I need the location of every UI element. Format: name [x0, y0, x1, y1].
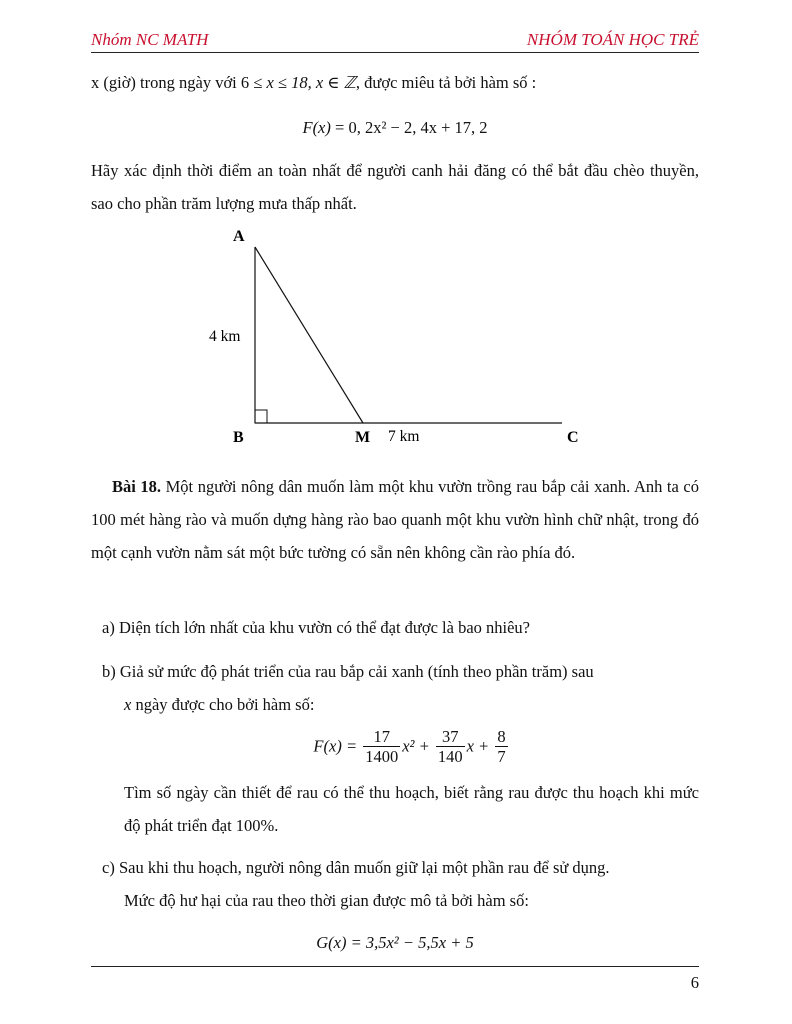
fraction-1-numerator: 17 — [363, 728, 400, 747]
question-a: a) Diện tích lớn nhất của khu vườn có thể đạt được là bao nhiêu? — [102, 618, 531, 637]
fraction-1-denominator: 1400 — [365, 747, 399, 766]
equation-3: G(x) = 3,5x² − 5,5x + 5 — [316, 933, 474, 952]
equation-2-lhs: F(x) = — [313, 736, 358, 756]
problem-text: Một người nông dân muốn làm một khu vườn trồng rau bắp cải xanh. Anh ta có 100 mét hàng rào và muốn dựng hàng rào bao quanh một khu vườn hình chữ nhật, trong đó một cạnh vườn nằm sát một bức tường có sẵn nên không cần rào phía đó. — [91, 477, 699, 562]
equation-2-term1: x² + — [402, 736, 430, 756]
question-b-line2 — [124, 695, 732, 715]
fraction-1 — [363, 728, 400, 767]
equation-1-lhs: F(x) — [302, 118, 331, 137]
fraction-2-numerator: 37 — [436, 728, 465, 747]
question-b-text: ngày được cho bởi hàm số: — [131, 695, 315, 714]
fraction-3-numerator: 8 — [497, 727, 506, 746]
fraction-3 — [495, 728, 507, 767]
segment-am — [255, 247, 363, 423]
page-header — [91, 30, 699, 53]
fraction-2 — [436, 728, 465, 767]
equation-1-rhs: = 0, 2x² − 2, 4x + 17, 2 — [330, 118, 488, 137]
intro-condition: x ≤ 18, x ∈ ℤ — [266, 73, 356, 92]
footer-rule — [91, 966, 699, 967]
label-c: C — [567, 429, 579, 446]
label-a: A — [233, 228, 245, 245]
equation-2-term2: x + — [466, 736, 490, 756]
question-b-line1: b) Giả sử mức độ phát triển của rau bắp cải xanh (tính theo phần trăm) sau — [102, 662, 594, 681]
page-number: 6 — [690, 973, 699, 992]
triangle-figure — [195, 225, 595, 450]
problem-paragraph — [91, 470, 699, 569]
intro-line-end: , được miêu tả bởi hàm số : — [355, 73, 537, 92]
header-right: NHÓM TOÁN HỌC TRẺ — [526, 30, 699, 49]
question-c-line2: Mức độ hư hại của rau theo thời gian được mô tả bởi hàm số: — [124, 891, 529, 910]
question-c-line1: c) Sau khi thu hoạch, người nông dân muốn giữ lại một phần rau để sử dụng. — [102, 858, 610, 877]
fraction-2-denominator: 140 — [437, 747, 463, 766]
equation-1 — [91, 118, 699, 138]
question-b-task: Tìm số ngày cần thiết để rau có thể thu hoạch, biết rằng rau được thu hoạch khi mức độ phát triển đạt 100%. — [124, 783, 699, 835]
fraction-3-denominator: 7 — [497, 747, 506, 766]
label-b: B — [233, 429, 244, 446]
intro-paragraph: Hãy xác định thời điểm an toàn nhất để người canh hải đăng có thể bắt đầu chèo thuyền, sao cho phần trăm lượng mưa thấp nhất. — [91, 161, 699, 213]
header-left: Nhóm NC MATH — [91, 30, 209, 49]
label-m: M — [355, 429, 371, 446]
right-angle-marker — [255, 410, 267, 423]
problem-title: Bài 18. — [112, 477, 162, 496]
question-b-variable: x — [124, 695, 132, 714]
intro-line-start: x (giờ) trong ngày với 6 ≤ — [91, 73, 267, 92]
equation-2 — [124, 728, 699, 767]
label-ab-length: 4 km — [209, 328, 241, 345]
label-mc-length: 7 km — [388, 428, 420, 445]
intro-line — [91, 73, 699, 93]
